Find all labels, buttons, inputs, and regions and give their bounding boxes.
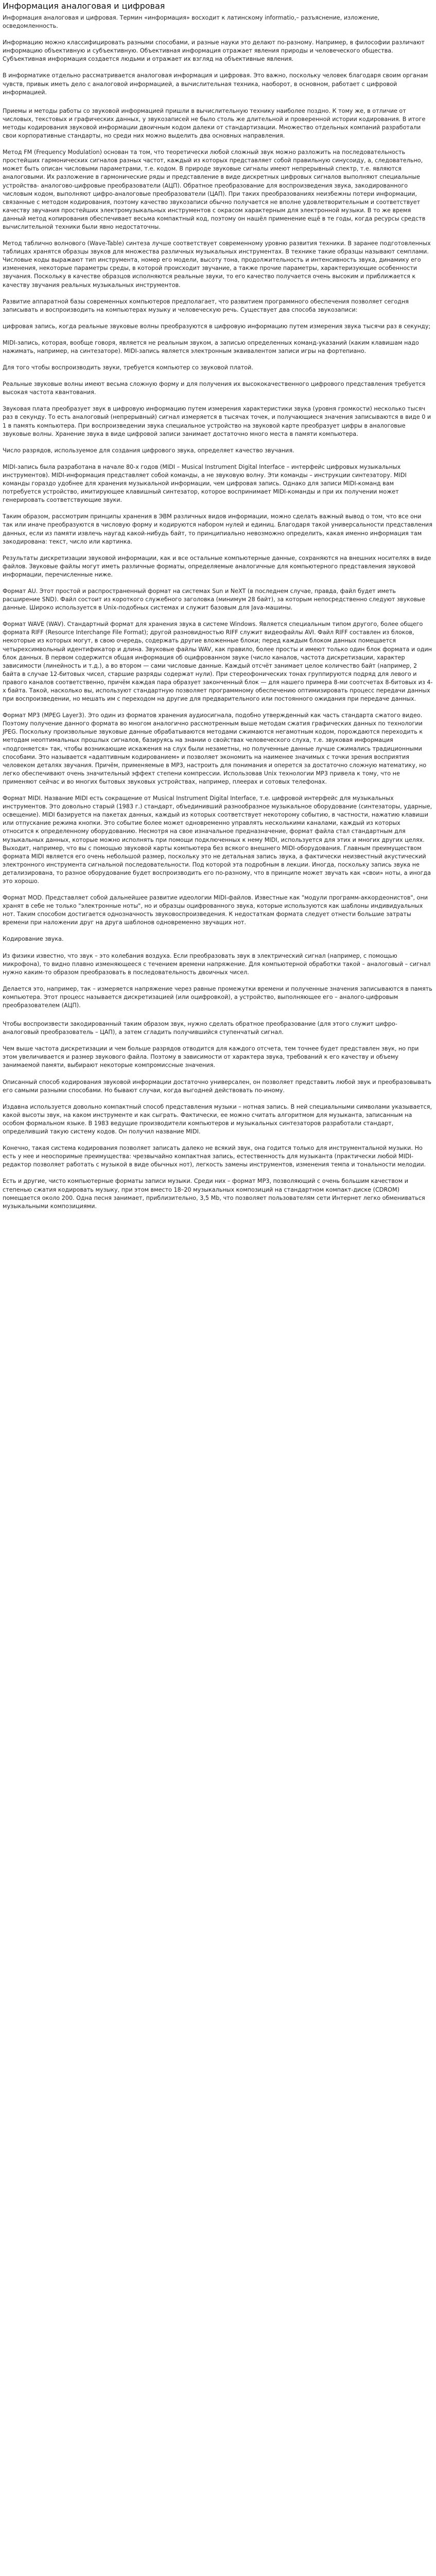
paragraph: Формат WAVE (WAV). Стандартный формат для хранения звука в системе Windows. Является специальным типом другого, более общего формата RIFF (Resource Interchange File Format); другой разновидностью RIFF служит видеофайлы AVI. Файл RIFF составлен из блоков, некоторые из которых могут, в свою очередь, содержать другие вложенные блоки; перед каждым блоком данных помещается четырехсимвольный идентификатор и длина. Звуковые файлы WAV, как правило, более просты и имеют только один блок формата и один блок данных. В первом содержится общая информация об оцифрованном звуке (число каналов, частота дискретизации, характер зависимости (линейность и т.д.), а во втором — сами числовые данные. Каждый отсчёт занимает целое количество байт (например, 2 байта в случае 12-битовых чисел, старшие разряды содержат нули). При стереофонических тонах группируются подряд для левого и правого каналов соответственно, причём каждая пара образует законченный блок — для нашего примера 8-ми соотсчетах 8-битовых из 4-х байта. Такой, насколько вы, используют стандартную позволяет программному обеспечению оптимизировать процесс передачи данных при воспроизведении, но мешать им с переходом на другие для предварительного или постоянного ожидания при передаче данных. xyxy=(3,621,433,703)
paragraph: MIDI-запись была разработана в начале 80-х годов (MIDI – Musical Instrument Digital Interface – интерфейс цифровых музыкальных инструментов). MIDI-информация представляет собой команды, а не звуковую волну. Эти команды – инструкции синтезатору. MIDI команды гораздо удобнее для хранения музыкальной информации, чем цифровая запись. Однако для записи MIDI-команд вам потребуется устройство, имитирующее клавишный синтезатор, которое воспринимает MIDI-команды и при их получении может генерировать соответствующие звуки. xyxy=(3,463,407,504)
paragraph: Из физики известно, что звук – это колебания воздуха. Если преобразовать звук в электрический сигнал (например, с помощью микрофона), то видно плавно изменяющееся с течением времени напряжение. Для компьютерной обработки такой – аналоговый – сигнал нужно каким-то образом преобразовать в последовательность двоичных чисел. xyxy=(3,952,431,976)
paragraph: Чем выше частота дискретизации и чем больше разрядов отводится для каждого отсчета, тем точнее будет представлен звук, но при этом увеличивается и размер звукового файла. Поэтому в зависимости от характера звука, требований к его качеству и объему занимаемой памяти, выбирают некоторые компромиссные значения. xyxy=(3,1045,419,1069)
paragraph: Для того чтобы воспроизводить звуки, требуется компьютер со звуковой платой. xyxy=(3,364,253,371)
paragraph: Результаты дискретизации звуковой информации, как и все остальные компьютерные данные, сохраняются на внешних носителях в виде файлов. Звуковые файлы могут иметь различные форматы, определяемые аналогичные для компьютерного представления звуковой информации, перечисленные ниже. xyxy=(3,554,431,578)
page-title: Информация аналоговая и цифровая xyxy=(3,1,165,11)
paragraph: Есть и другие, чисто компьютерные форматы записи музыки. Среди них – формат MP3, позволяющий с очень большим качеством и степенью сжатия кодировать музыку, при этом вместо 18–20 музыкальных композиций на стандартном компакт-диске (CDROM) помещается около 200. Одна песня занимает, приблизительно, 3,5 Mb, что позволяет пользователям сети Интернет легко обмениваться музыкальными композициями. xyxy=(3,1178,425,1210)
paragraph: Метод FM (Frequency Modulation) основан та том, что теоретически любой сложный звук можно разложить на последовательность простейших гармонических сигналов разных частот, каждый из которых представляет собой правильную синусоиду, а, следовательно, может быть описан числовыми параметрами, т.е. кодом. В природе звуковые сигналы имеют непрерывный спектр, т.е. являются аналоговыми. Их разложение в гармонические ряды и представление в виде дискретных цифровых сигналов выполняют специальные устройства- аналогово-цифровые преобразователи (АЦП). Обратное преобразование для воспроизведения звука, закодированного числовым кодом, выполняют цифро-аналоговые преобразователи (ЦАП). При таких преобразованиях неизбежны потери информации, связанные с методом кодирования, поэтому качество звукозаписи обычно получается не вполне удовлетворительным и соответствует качеству звучания простейших электромузыкальных инструментов с окрасом характерным для электронной музыки. В то же время данный метод копирования обеспечивает весьма компактный код, поэтому он нашёл применение ещё в те годы, когда ресурсы средств вычислительной техники были явно недостаточны. xyxy=(3,149,426,230)
paragraph: Описанный способ кодирования звуковой информации достаточно универсален, он позволяет представить любой звук и преобразовывать его самыми разными способами. Но бывают случаи, когда выгодней действовать по-иному. xyxy=(3,1078,431,1094)
paragraph: В информатике отдельно рассматривается аналоговая информация и цифровая. Это важно, поскольку человек благодаря своим органам чувств, привык иметь дело с аналоговой информацией, а вычислительная техника, наоборот, в основном, работает с цифровой информацией. xyxy=(3,72,428,96)
paragraph: Таким образом, рассмотрим принципы хранения в ЭВМ различных видов информации, можно сделать важный вывод о том, что все они так или иначе преобразуются в числовую форму и кодируются набором нулей и единиц. Благодаря такой универсальности представления данных, если из памяти извлечь наугад какой-нибудь байт, то принципиально невозможно определить, какая именно информация там закодирована: текст, число или картинка. xyxy=(3,513,432,545)
paragraph: Информация аналоговая и цифровая. Термин «информация» восходит к латинскому informatio,– разъяснение, изложение, осведомленность. xyxy=(3,14,380,30)
article xyxy=(0,0,436,1211)
paragraph: Число разрядов, используемое для создания цифрового звука, определяет качество звучания. xyxy=(3,447,294,454)
paragraph: Реальные звуковые волны имеют весьма сложную форму и для получения их высококачественного цифрового представления требуется высокая частота квантования. xyxy=(3,381,426,396)
paragraph: MIDI-запись, которая, вообще говоря, является не реальным звуком, а записью определенных команд-указаний (каким клавишам надо нажимать, например, на синтезаторе). MIDI-запись является электронным эквивалентом записи игры на фортепиано. xyxy=(3,339,419,354)
paragraph: Приемы и методы работы со звуковой информацией пришли в вычислительную технику наиболее поздно. К тому же, в отличие от числовых, текстовых и графических данных, у звукозаписей не было столь же длительной и проверенной истории кодирования. В итоге методы кодирования звуковой информации двоичным кодом далеки от стандартизации. Множество отдельных компаний разработали свои корпоративные стандарты, но среди них можно выделить два основных направления. xyxy=(3,107,426,140)
paragraph: цифровая запись, когда реальные звуковые волны преобразуются в цифровую информацию путем измерения звука тысячи раз в секунду; xyxy=(3,323,431,330)
paragraph: Издавна используется довольно компактный способ представления музыки – нотная запись. В ней специальными символами указывается, какой высоты звук, на каком инструменте и как сыграть. Фактически, ее можно считать алгоритмом для музыканта, записанным на особом формальном языке. В 1983 ведущие производители компьютеров и музыкальных синтезаторов разработали стандарт, определивший такую систему кодов. Он получил название MIDI. xyxy=(3,1103,432,1136)
section-heading: Кодирование звука. xyxy=(3,936,64,943)
paragraph: Развитие аппаратной базы современных компьютеров предполагает, что развитием программного обеспечения позволяет сегодня записывать и воспроизводить на компьютерах музыку и человеческую речь. Существует два способа звукозаписи: xyxy=(3,298,409,313)
paragraph: Формат AU. Этот простой и распространенный формат на системах Sun и NeXT (в последнем случае, правда, файл будет иметь расширение SND). Файл состоит из короткого служебного заголовка (минимум 28 байт), за которым непосредственно следуют звуковые данные. Широко используется в Unix-подобных системах и служит базовым для Java-машины. xyxy=(3,587,426,612)
paragraph: Формат MOD. Представляет собой дальнейшее развитие идеологии MIDI-файлов. Известные как "модули программ-аккордеонистов", они хранят в себе не только "электронные ноты", но и образцы оцифрованного звука, которые используются как шаблоны индивидуальных нот. Таким способом достигается однозначность звуковоспроизведения. К недостаткам формата следует отнести большие затраты времени при наложении друг на друга шаблонов одновременно звучащих нот. xyxy=(3,894,428,926)
paragraph: Метод таблично волнового (Wave-Table) синтеза лучше соответствует современному уровню развития техники. В заранее подготовленных таблицах хранятся образцы звуков для множества различных музыкальных инструментах. В технике такие образцы называют семплами. Числовые коды выражают тип инструмента, номер его модели, высоту тона, продолжительность и интенсивность звука, динамику его изменения, некоторые параметры среды, в которой происходит звучание, а также прочие параметры, характеризующие особенности звучания. Поскольку в качестве образцов исполняются реальные звуки, то его качество получается очень высоким и приближается к качеству звучания реальных музыкальных инструментов. xyxy=(3,240,431,289)
paragraph: Формат MP3 (MPEG Layer3). Это один из форматов хранения аудиосигнала, подобно утвержденный как часть стандарта сжатого видео. Поэтому получение данного формата во многом аналогично рассмотренным выше методам сжатия графических данных по технологии JPEG. Поскольку произвольные звуковые данные обрабатываются методами сжимаются негамотным кодом, порождаются переходить к методам неоптимальных прошлых сигналов, базируясь на знании о свойствах человеческого слуха, т.е. звуковая информация «подгоняется» так, чтобы возникающие искажения на слух были незаметны, но полученные данные лучше сжимались традиционными способами. Это называется «адаптивным кодированием» и позволяет экономить на наименее значимых с точки зрения восприятия человеком деталях звучания. Причём, применяемые в MP3, настроить для понимания и оперется за достаточно сложную математику, но легко обеспечивают очень значительный эффект степени компрессии. Использовав Unix технологии MP3 привела к тому, что не применяют сейчас и во многих бытовых звуковых устройствах, например, плеерах и сотовых телефонах. xyxy=(3,712,427,785)
paragraph: Делается это, например, так – измеряется напряжение через равные промежутки времени и полученные значения записываются в память компьютера. Этот процесс называется дискретизацией (или оцифровкой), а устройство, выполняющее его – аналого-цифровым преобразователем (АЦП). xyxy=(3,985,432,1009)
paragraph: Формат MIDI. Название MIDI есть сокращение от Musical Instrument Digital Interface, т.е. цифровой интерфейс для музыкальных инструментов. Это довольно старый (1983 г.) стандарт, объединивший разнообразное музыкальное оборудование (синтезаторы, ударные, освещение). MIDI базируется на пакетах данных, каждый из которых соответствует некоторому событию, в частности, нажатию клавиши или отпускание режима кнопки. Это событие более может одновременно управлять несколькими каналами, каждый из которых относится к определенному оборудованию. Несмотря на свое изначальное предназначение, формат файла стал стандартным для музыкальных данных, которые можно исполнять при помощи подключенных к нему МIDI, используется для этих и многих других целях. Выходит, например, что вы с помощью звуковой карты компьютера без всякого внешнего MIDI-оборудования. Главным преимуществом формата MIDI является его очень небольшой размер, поскольку это не детальная запись звука, а фактически неизвестный акустический электронного инструмента сигнальной последовательности. Под которой эта подробным в лекции. Иногда, поскольку запись звука не детализирована, то разное оборудование будет воспроизводить его по-разному, что в принципе может звучать как «свои» ноты, а иногда это хорошо. xyxy=(3,795,432,885)
paragraph: Чтобы воспроизвести закодированный таким образом звук, нужно сделать обратное преобразование (для этого служит цифро-аналоговый преобразователь – ЦАП), а затем сгладить получившийся ступенчатый сигнал. xyxy=(3,1021,397,1036)
article-body xyxy=(3,14,433,1211)
paragraph: Звуковая плата преобразует звук в цифровую информацию путем измерения характеристики звука (уровня громкости) несколько тысяч раз в секунду. То есть аналоговый (непрерывный) сигнал измеряется в тысячах точек, и получающиеся значения записываются в виде 0 и 1 в память компьютера. При воспроизведении звука специальное устройство на звуковой карте преобразует цифры в аналоговые звуковые волны. Хранение звука в виде цифровой записи занимает достаточно много места в памяти компьютера. xyxy=(3,405,431,437)
paragraph: Конечно, такая система кодирования позволяет записать далеко не всякий звук, она годится только для инструментальной музыки. Но есть у нее и неоспоримые преимущества: чрезвычайно компактная запись, естественность для музыканта (практически любой MIDI-редактор позволяет работать с музыкой в виде обычных нот), легкость замены инструментов, изменения темпа и тональности мелодии. xyxy=(3,1145,426,1168)
paragraph: Информацию можно классифицировать разными способами, и разные науки это делают по-разному. Например, в философии различают информацию объективную и субъективную. Объективная информация отражает явления природы и человеческого общества. Субъективная информация создается людьми и отражает их взгляд на объективные явления. xyxy=(3,39,425,63)
